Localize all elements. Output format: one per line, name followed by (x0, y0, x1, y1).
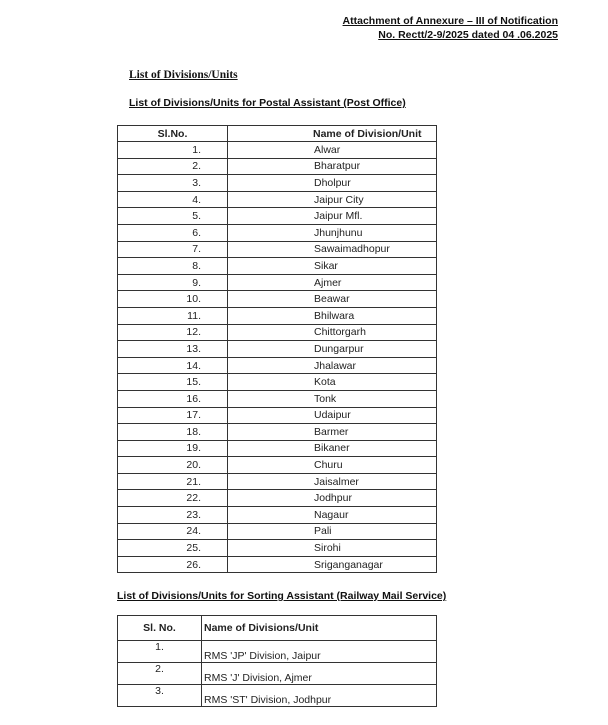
sl-no-cell: 16. (118, 390, 228, 407)
table-row (118, 191, 437, 208)
sl-no-cell: 1. (118, 641, 202, 663)
division-name-cell: Udaipur (228, 407, 437, 424)
division-name-cell: Ajmer (228, 274, 437, 291)
col-division-name: Name of Divisions/Unit (202, 616, 437, 641)
table-row (118, 357, 437, 374)
table-row (118, 663, 437, 685)
division-name-cell: Bhilwara (228, 307, 437, 324)
division-name-cell: Dholpur (228, 175, 437, 192)
sl-no-cell: 22. (118, 490, 228, 507)
sl-no-cell: 10. (118, 291, 228, 308)
table-row (118, 274, 437, 291)
table-row (118, 556, 437, 573)
sorting-assistant-heading: List of Divisions/Units for Sorting Assistant (Railway Mail Service) (117, 590, 447, 602)
notification-header (343, 14, 558, 42)
division-name-cell: Churu (228, 457, 437, 474)
division-name-cell: Alwar (228, 142, 437, 159)
division-name-cell: Beawar (228, 291, 437, 308)
table-header-row (118, 616, 437, 641)
division-name-cell: RMS 'JP' Division, Jaipur (202, 641, 437, 663)
col-sl-no: Sl.No. (118, 126, 228, 142)
division-name-cell: Jodhpur (228, 490, 437, 507)
sl-no-cell: 6. (118, 224, 228, 241)
sl-no-cell: 11. (118, 307, 228, 324)
table-row (118, 341, 437, 358)
table-row (118, 324, 437, 341)
table-row (118, 523, 437, 540)
sorting-assistant-table (117, 615, 437, 707)
table-row (118, 307, 437, 324)
division-name-cell: Sriganganagar (228, 556, 437, 573)
table-row (118, 374, 437, 391)
table-row (118, 424, 437, 441)
sl-no-cell: 2. (118, 663, 202, 685)
table-header-row (118, 126, 437, 142)
sl-no-cell: 21. (118, 473, 228, 490)
table-row (118, 457, 437, 474)
table-row (118, 390, 437, 407)
table-row (118, 175, 437, 192)
sl-no-cell: 20. (118, 457, 228, 474)
sl-no-cell: 26. (118, 556, 228, 573)
division-name-cell: Chittorgarh (228, 324, 437, 341)
postal-assistant-heading: List of Divisions/Units for Postal Assistant (Post Office) (129, 97, 406, 109)
division-name-cell: Dungarpur (228, 341, 437, 358)
division-name-cell: Barmer (228, 424, 437, 441)
table-row (118, 490, 437, 507)
table-row (118, 241, 437, 258)
division-name-cell: Nagaur (228, 507, 437, 524)
sl-no-cell: 7. (118, 241, 228, 258)
sl-no-cell: 9. (118, 274, 228, 291)
table-row (118, 224, 437, 241)
table-row (118, 540, 437, 557)
table-row (118, 507, 437, 524)
division-name-cell: Tonk (228, 390, 437, 407)
sl-no-cell: 25. (118, 540, 228, 557)
sl-no-cell: 12. (118, 324, 228, 341)
division-name-cell: Jaipur City (228, 191, 437, 208)
table-row (118, 158, 437, 175)
division-name-cell: Bharatpur (228, 158, 437, 175)
main-heading: List of Divisions/Units (129, 69, 238, 81)
table-row (118, 407, 437, 424)
table-row (118, 440, 437, 457)
sl-no-cell: 13. (118, 341, 228, 358)
sl-no-cell: 5. (118, 208, 228, 225)
sl-no-cell: 2. (118, 158, 228, 175)
sl-no-cell: 3. (118, 685, 202, 707)
sl-no-cell: 15. (118, 374, 228, 391)
division-name-cell: Jaisalmer (228, 473, 437, 490)
sl-no-cell: 19. (118, 440, 228, 457)
sl-no-cell: 24. (118, 523, 228, 540)
division-name-cell: Jhunjhunu (228, 224, 437, 241)
division-name-cell: Bikaner (228, 440, 437, 457)
division-name-cell: Jaipur Mfl. (228, 208, 437, 225)
sl-no-cell: 17. (118, 407, 228, 424)
table-row (118, 473, 437, 490)
table-row (118, 258, 437, 275)
division-name-cell: RMS 'J' Division, Ajmer (202, 663, 437, 685)
table-row (118, 208, 437, 225)
notification-number-line: No. Rectt/2-9/2025 dated 04 .06.2025 (378, 29, 558, 41)
postal-assistant-table (117, 125, 437, 573)
division-name-cell: Sikar (228, 258, 437, 275)
division-name-cell: Sirohi (228, 540, 437, 557)
division-name-cell: Sawaimadhopur (228, 241, 437, 258)
table-row (118, 142, 437, 159)
col-sl-no: Sl. No. (118, 616, 202, 641)
sl-no-cell: 14. (118, 357, 228, 374)
annexure-line: Attachment of Annexure – III of Notification (342, 15, 558, 27)
division-name-cell: Jhalawar (228, 357, 437, 374)
sl-no-cell: 23. (118, 507, 228, 524)
sl-no-cell: 8. (118, 258, 228, 275)
division-name-cell: Pali (228, 523, 437, 540)
sl-no-cell: 4. (118, 191, 228, 208)
table-row (118, 291, 437, 308)
table-row (118, 685, 437, 707)
division-name-cell: Kota (228, 374, 437, 391)
sl-no-cell: 3. (118, 175, 228, 192)
col-division-name: Name of Division/Unit (228, 126, 437, 142)
sl-no-cell: 18. (118, 424, 228, 441)
division-name-cell: RMS 'ST' Division, Jodhpur (202, 685, 437, 707)
table-row (118, 641, 437, 663)
sl-no-cell: 1. (118, 142, 228, 159)
